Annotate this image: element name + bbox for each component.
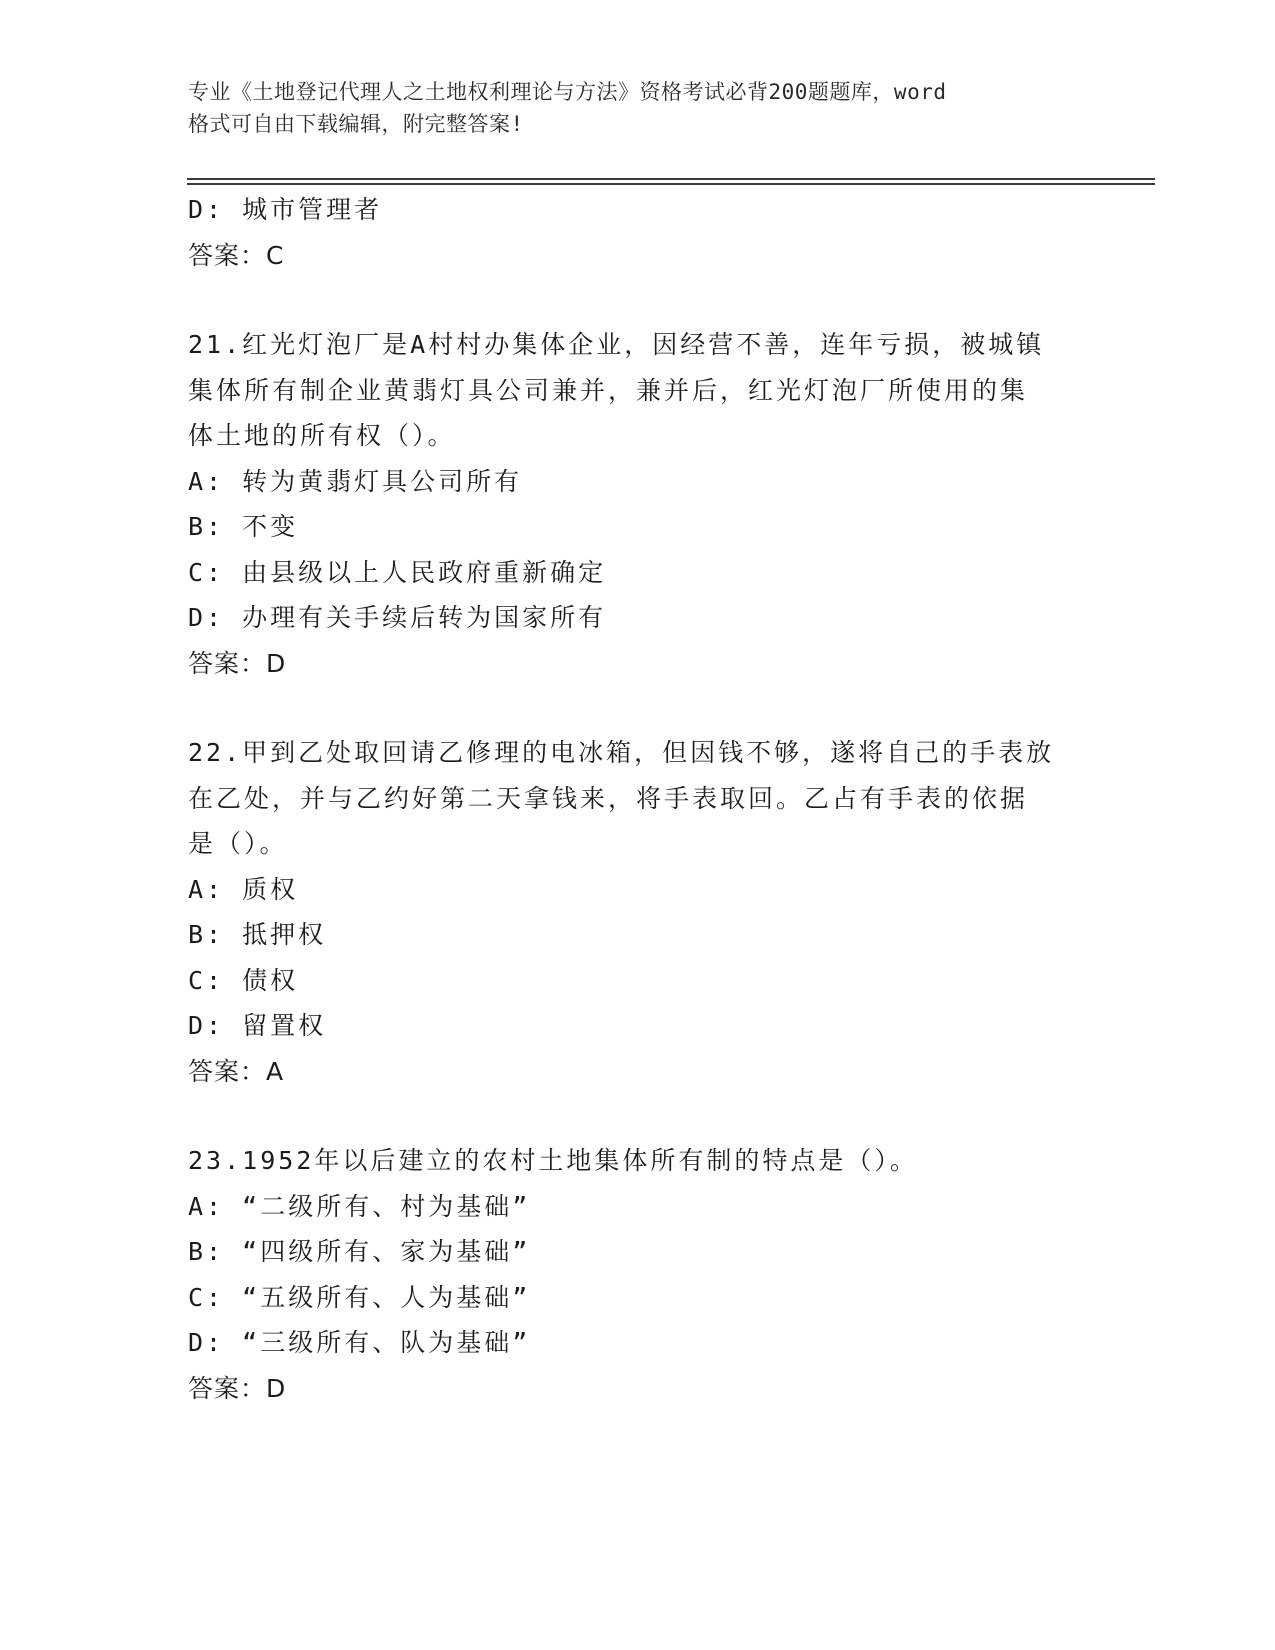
option-d: D: 留置权 [188,1011,327,1040]
option-b: B: “四级所有、家为基础” [188,1237,531,1266]
answer: 答案：A [188,1056,285,1086]
option-d: D: “三级所有、队为基础” [188,1328,531,1357]
answer: 答案：C [188,240,285,270]
option-d: D: 办理有关手续后转为国家所有 [188,603,607,632]
option-c: C: 债权 [188,965,299,995]
question-list [188,187,1088,1411]
option-a: A: 质权 [188,874,299,904]
question-stem-line: 集体所有制企业黄翡灯具公司兼并，兼并后，红光灯泡厂所使用的集 [188,375,1029,405]
option-a: A: “二级所有、村为基础” [188,1191,531,1221]
question-stem-line: 是（）。 [188,829,288,858]
option-d: D: 城市管理者 [188,195,383,224]
question-stem-line: 22.甲到乙处取回请乙修理的电冰箱，但因钱不够，遂将自己的手表放 [188,738,1055,767]
option-a: A: 转为黄翡灯具公司所有 [188,466,523,496]
question-stem-line: 23.1952年以后建立的农村土地集体所有制的特点是（）。 [188,1146,918,1175]
question-21 [188,322,1088,686]
question-stem-line: 体土地的所有权（）。 [188,421,456,450]
question-stem-line: 在乙处，并与乙约好第二天拿钱来，将手表取回。乙占有手表的依据 [188,783,1029,813]
option-c: C: “五级所有、人为基础” [188,1282,531,1312]
header-rule-bottom [187,183,1155,185]
header-line-1: 专业《土地登记代理人之土地权利理论与方法》资格考试必背200题题库，word [188,80,947,104]
spacer [188,278,1088,322]
question-22 [188,730,1088,1094]
page-header [188,76,1068,140]
header-line-2: 格式可自由下载编辑，附完整答案! [188,112,524,136]
answer: 答案：D [188,648,287,678]
question-23 [188,1138,1088,1411]
header-rule-top [187,178,1155,180]
option-c: C: 由县级以上人民政府重新确定 [188,557,607,587]
spacer [188,686,1088,730]
spacer [188,1094,1088,1138]
option-b: B: 不变 [188,512,299,541]
answer: 答案：D [188,1373,287,1403]
question-stem-line: 21.红光灯泡厂是A村村办集体企业，因经营不善，连年亏损，被城镇 [188,330,1045,359]
option-b: B: 抵押权 [188,920,327,949]
